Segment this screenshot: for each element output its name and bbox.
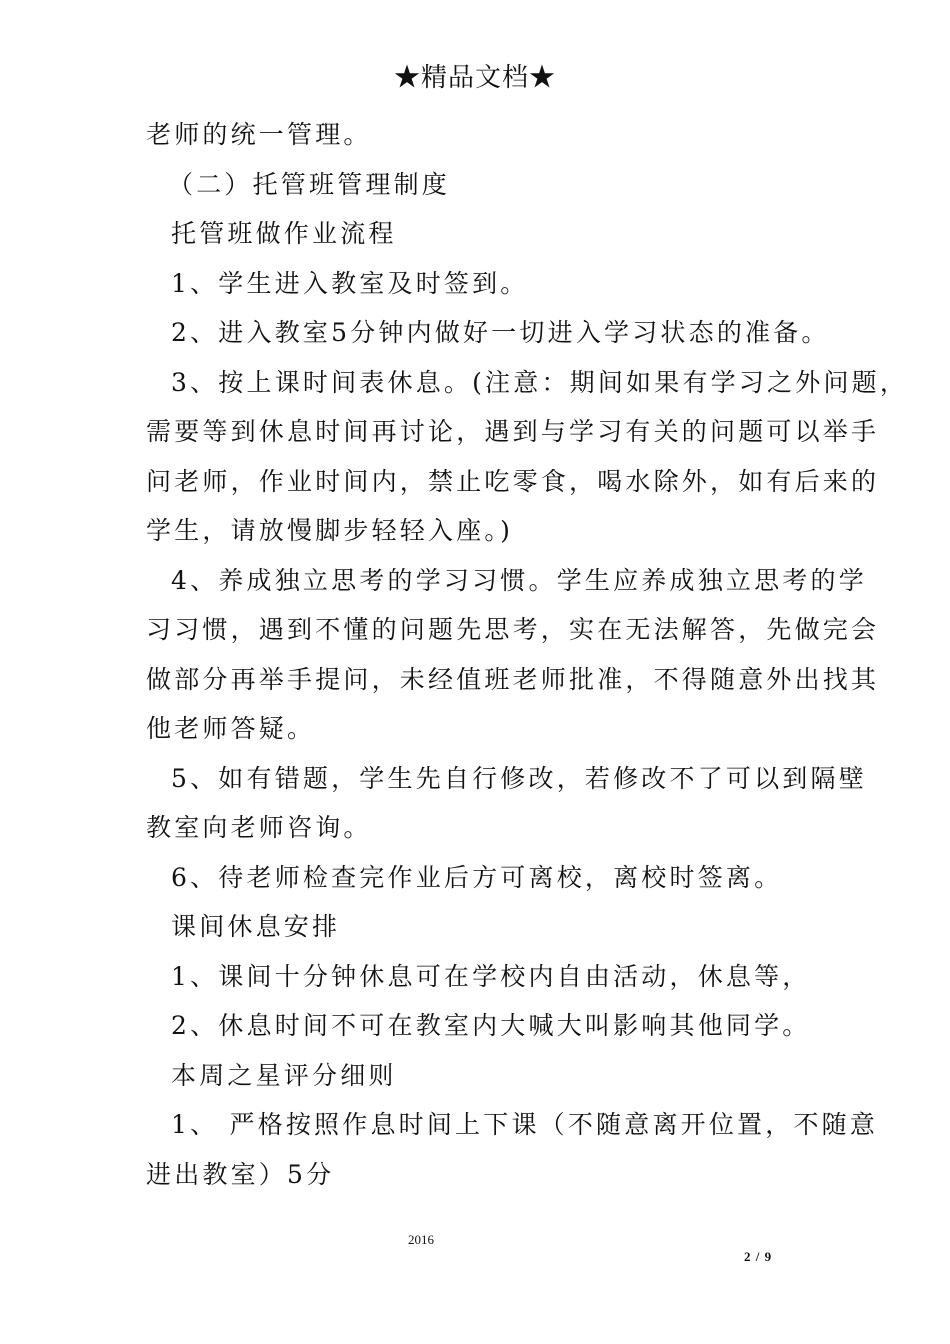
list-item: 3、按上课时间表休息。(注意：期间如果有学习之外问题， <box>171 367 909 397</box>
subheading: 本周之星评分细则 <box>171 1060 397 1090</box>
text-line: 需要等到休息时间再讨论，遇到与学习有关的问题可以举手 <box>146 417 880 446</box>
text-line: 进出教室）5分 <box>146 1159 335 1189</box>
list-item: 2、进入教室5分钟内做好一切进入学习状态的准备。 <box>171 318 830 347</box>
list-item: 4、养成独立思考的学习习惯。学生应养成独立思考的学 <box>171 565 867 595</box>
list-item: 1、 严格按照作息时间上下课（不随意离开位置，不随意 <box>171 1110 879 1139</box>
text-line: 老师的统一管理。 <box>146 120 372 149</box>
list-item: 6、待老师检查完作业后方可离校，离校时签离。 <box>171 862 783 892</box>
list-item: 2、休息时间不可在教室内大喊大叫影响其他同学。 <box>171 1011 811 1040</box>
subheading: 课间休息安排 <box>171 912 341 941</box>
page-number: 2 / 9 <box>744 1249 773 1264</box>
text-line: 做部分再举手提问，未经值班老师批准，不得随意外出找其 <box>146 664 880 694</box>
section-heading: （二）托管班管理制度 <box>168 169 451 199</box>
list-item: 5、如有错题，学生先自行修改，若修改不了可以到隔壁 <box>171 763 867 793</box>
list-item: 1、课间十分钟休息可在学校内自由活动，休息等， <box>171 961 811 991</box>
text-line: 习习惯，遇到不懂的问题先思考，实在无法解答，先做完会 <box>146 615 880 644</box>
list-item: 1、学生进入教室及时签到。 <box>171 268 529 298</box>
text-line: 学生，请放慢脚步轻轻入座。) <box>146 516 514 545</box>
footer-year: 2016 <box>408 1232 434 1247</box>
document-header-title: ★精品文档★ <box>393 63 556 93</box>
subheading: 托管班做作业流程 <box>171 219 397 248</box>
text-line: 问老师，作业时间内，禁止吃零食，喝水除外，如有后来的 <box>146 466 880 496</box>
document-body <box>146 110 909 1199</box>
text-line: 他老师答疑。 <box>146 714 316 743</box>
text-line: 教室向老师咨询。 <box>146 813 372 842</box>
